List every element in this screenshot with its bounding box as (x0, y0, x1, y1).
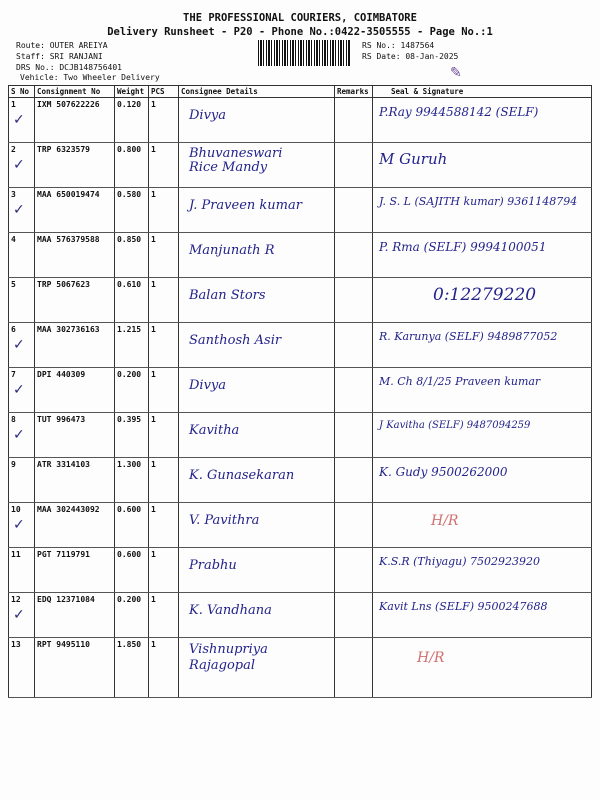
row-weight: 0.580 (115, 188, 149, 233)
row-pcs: 1 (149, 278, 179, 323)
row-remarks (335, 503, 373, 548)
row-remarks (335, 458, 373, 503)
row-weight: 0.395 (115, 413, 149, 458)
row-pcs: 1 (149, 503, 179, 548)
row-remarks (335, 548, 373, 593)
row-consignment: TUT 996473 (35, 413, 115, 458)
row-sno: 4 (11, 235, 16, 244)
row-sno: 9 (11, 460, 16, 469)
table-row (9, 593, 592, 638)
row-consignee: Vishnupriya Rajagopal (189, 642, 268, 673)
table-row (9, 638, 592, 698)
row-sno: 13 (11, 640, 21, 649)
row-consignee: K. Gunasekaran (189, 468, 295, 483)
row-consignee: Divya (189, 378, 227, 393)
row-consignment: IXM 507622226 (35, 98, 115, 143)
row-sno: 8 (11, 415, 16, 424)
row-pcs: 1 (149, 233, 179, 278)
row-weight: 1.300 (115, 458, 149, 503)
row-pcs: 1 (149, 548, 179, 593)
row-pcs: 1 (149, 98, 179, 143)
row-remarks (335, 593, 373, 638)
row-consignee: Manjunath R (189, 243, 275, 258)
table-row (9, 368, 592, 413)
row-consignment: MAA 576379588 (35, 233, 115, 278)
rs-number: RS No.: 1487564 (362, 41, 435, 50)
col-consignee: Consignee Details (179, 86, 335, 98)
row-consignee: Balan Stors (189, 288, 266, 303)
row-consignee: Prabhu (189, 558, 237, 573)
table-row (9, 278, 592, 323)
row-signature: P. Rma (SELF) 9994100051 (379, 240, 547, 254)
row-weight: 0.850 (115, 233, 149, 278)
row-weight: 0.200 (115, 593, 149, 638)
row-pcs: 1 (149, 188, 179, 233)
row-pcs: 1 (149, 593, 179, 638)
row-sno: 6 (11, 325, 16, 334)
row-weight: 0.200 (115, 368, 149, 413)
row-consignee: K. Vandhana (189, 603, 272, 618)
row-signature: R. Karunya (SELF) 9489877052 (379, 330, 558, 343)
table-row (9, 188, 592, 233)
row-signature: H/R (417, 650, 445, 666)
row-consignment: RPT 9495110 (35, 638, 115, 698)
row-signature: 0:12279220 (433, 285, 537, 305)
row-consignment: PGT 7119791 (35, 548, 115, 593)
row-consignee: Kavitha (189, 423, 240, 438)
row-weight: 0.610 (115, 278, 149, 323)
row-consignment: TRP 6323579 (35, 143, 115, 188)
col-pcs: PCS (149, 86, 179, 98)
company-name: THE PROFESSIONAL COURIERS, COIMBATORE (183, 12, 417, 24)
check-mark-icon: ✓ (13, 112, 25, 128)
runsheet-table (8, 85, 592, 698)
row-signature: Kavit Lns (SELF) 9500247688 (379, 600, 548, 613)
table-row (9, 458, 592, 503)
row-remarks (335, 278, 373, 323)
row-remarks (335, 323, 373, 368)
row-signature: K.S.R (Thiyagu) 7502923920 (379, 555, 541, 568)
check-mark-icon: ✓ (13, 607, 25, 623)
row-signature: P.Ray 9944588142 (SELF) (379, 105, 539, 119)
row-signature: M. Ch 8/1/25 Praveen kumar (379, 375, 541, 388)
row-sno: 12 (11, 595, 21, 604)
row-consignment: DPI 440309 (35, 368, 115, 413)
runsheet-title: Delivery Runsheet - P20 - Phone No.:0422-3505555 - Page No.:1 (107, 26, 493, 38)
vehicle-label: Vehicle: Two Wheeler Delivery (20, 73, 160, 82)
table-row (9, 143, 592, 188)
row-consignment: MAA 302736163 (35, 323, 115, 368)
row-weight: 1.850 (115, 638, 149, 698)
table-row (9, 323, 592, 368)
check-mark-icon: ✓ (13, 382, 25, 398)
row-signature: M Guruh (379, 150, 448, 168)
row-weight: 0.600 (115, 548, 149, 593)
col-signature: Seal & Signature (373, 86, 592, 98)
row-sno: 5 (11, 280, 16, 289)
row-signature: K. Gudy 9500262000 (379, 465, 508, 479)
check-mark-icon: ✓ (13, 202, 25, 218)
col-weight: Weight (115, 86, 149, 98)
row-consignment: MAA 302443092 (35, 503, 115, 548)
row-weight: 0.600 (115, 503, 149, 548)
table-row (9, 98, 592, 143)
row-consignee: Santhosh Asir (189, 333, 282, 348)
check-mark-icon: ✓ (13, 157, 25, 173)
row-pcs: 1 (149, 143, 179, 188)
table-row (9, 503, 592, 548)
row-signature: H/R (431, 513, 459, 529)
rs-date: RS Date: 08-Jan-2025 (362, 52, 459, 61)
row-sno: 2 (11, 145, 16, 154)
row-remarks (335, 638, 373, 698)
row-pcs: 1 (149, 458, 179, 503)
row-remarks (335, 368, 373, 413)
row-sno: 7 (11, 370, 16, 379)
table-row (9, 548, 592, 593)
row-sno: 3 (11, 190, 16, 199)
row-weight: 1.215 (115, 323, 149, 368)
row-consignment: MAA 650019474 (35, 188, 115, 233)
barcode (258, 40, 350, 66)
table-header-row (9, 86, 592, 98)
row-pcs: 1 (149, 638, 179, 698)
staff-label: Staff: SRI RANJANI (16, 52, 103, 61)
row-signature: J Kavitha (SELF) 9487094259 (379, 420, 531, 431)
pen-mark-icon: ✎ (450, 65, 462, 81)
row-consignee: V. Pavithra (189, 513, 260, 528)
row-remarks (335, 413, 373, 458)
row-sno: 1 (11, 100, 16, 109)
row-weight: 0.800 (115, 143, 149, 188)
row-signature: J. S. L (SAJITH kumar) 9361148794 (379, 195, 578, 208)
check-mark-icon: ✓ (13, 427, 25, 443)
table-row (9, 413, 592, 458)
row-consignee: Divya (189, 108, 227, 123)
check-mark-icon: ✓ (13, 517, 25, 533)
row-pcs: 1 (149, 413, 179, 458)
table-row (9, 233, 592, 278)
route-label: Route: OUTER AREIYA (16, 41, 108, 50)
row-remarks (335, 233, 373, 278)
row-pcs: 1 (149, 368, 179, 413)
row-consignment: TRP 5067623 (35, 278, 115, 323)
col-sno: S No (9, 86, 35, 98)
row-consignee: Bhuvaneswari Rice Mandy (189, 146, 283, 175)
check-mark-icon: ✓ (13, 337, 25, 353)
col-consignment: Consignment No (35, 86, 115, 98)
row-remarks (335, 188, 373, 233)
row-consignee: J. Praveen kumar (189, 198, 302, 213)
row-sno: 10 (11, 505, 21, 514)
row-consignment: ATR 3314103 (35, 458, 115, 503)
row-weight: 0.120 (115, 98, 149, 143)
row-remarks (335, 98, 373, 143)
row-pcs: 1 (149, 323, 179, 368)
drs-label: DRS No.: DCJB148756401 (16, 63, 122, 72)
row-remarks (335, 143, 373, 188)
col-remarks: Remarks (335, 86, 373, 98)
row-consignment: EDQ 12371084 (35, 593, 115, 638)
row-sno: 11 (11, 550, 21, 559)
